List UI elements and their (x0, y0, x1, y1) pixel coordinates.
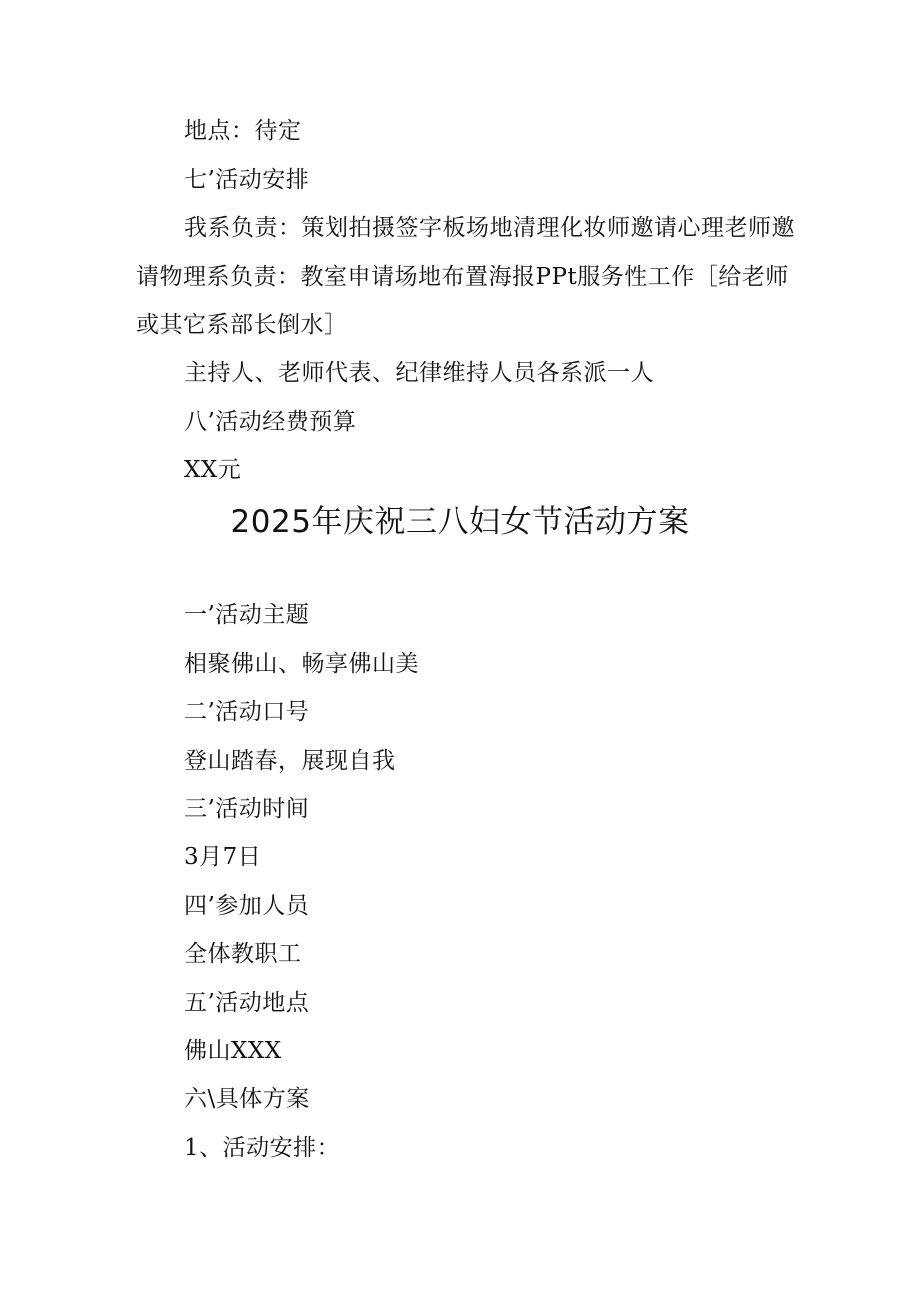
responsibility-paragraph-line-3: 或其它系部长倒水］ (136, 312, 348, 338)
subsection-1: 1、活动安排： (184, 1135, 341, 1161)
section-heading-1: 一’活动主题 (184, 602, 310, 628)
participants-value: 全体教职工 (184, 941, 302, 967)
responsibility-paragraph-line-2: 请物理系负责：教室申请场地布置海报PPt服务性工作［给老师 (136, 264, 789, 290)
theme-value: 相聚佛山、畅享佛山美 (184, 651, 419, 677)
section-heading-7: 七’活动安排 (184, 167, 310, 193)
venue-value: 佛山XXX (184, 1038, 282, 1064)
section-heading-2: 二’活动口号 (184, 699, 310, 725)
slogan-value: 登山踏春，展现自我 (184, 748, 396, 774)
budget-value: XX元 (184, 457, 242, 483)
hosts-line: 主持人、老师代表、纪律维持人员各系派一人 (184, 360, 654, 386)
section-heading-8: 八’活动经费预算 (184, 409, 357, 435)
responsibility-paragraph-line-1: 我系负责：策划拍摄签字板场地清理化妆师邀请心理老师邀 (184, 215, 795, 241)
document-title: 2025年庆祝三八妇女节活动方案 (230, 504, 690, 540)
section-heading-3: 三’活动时间 (184, 796, 310, 822)
section-heading-4: 四’参加人员 (184, 893, 310, 919)
section-heading-6: 六\具体方案 (184, 1086, 310, 1112)
section-heading-5: 五’活动地点 (184, 990, 310, 1016)
date-value: 3月7日 (184, 844, 262, 870)
location-line: 地点：待定 (184, 118, 302, 144)
